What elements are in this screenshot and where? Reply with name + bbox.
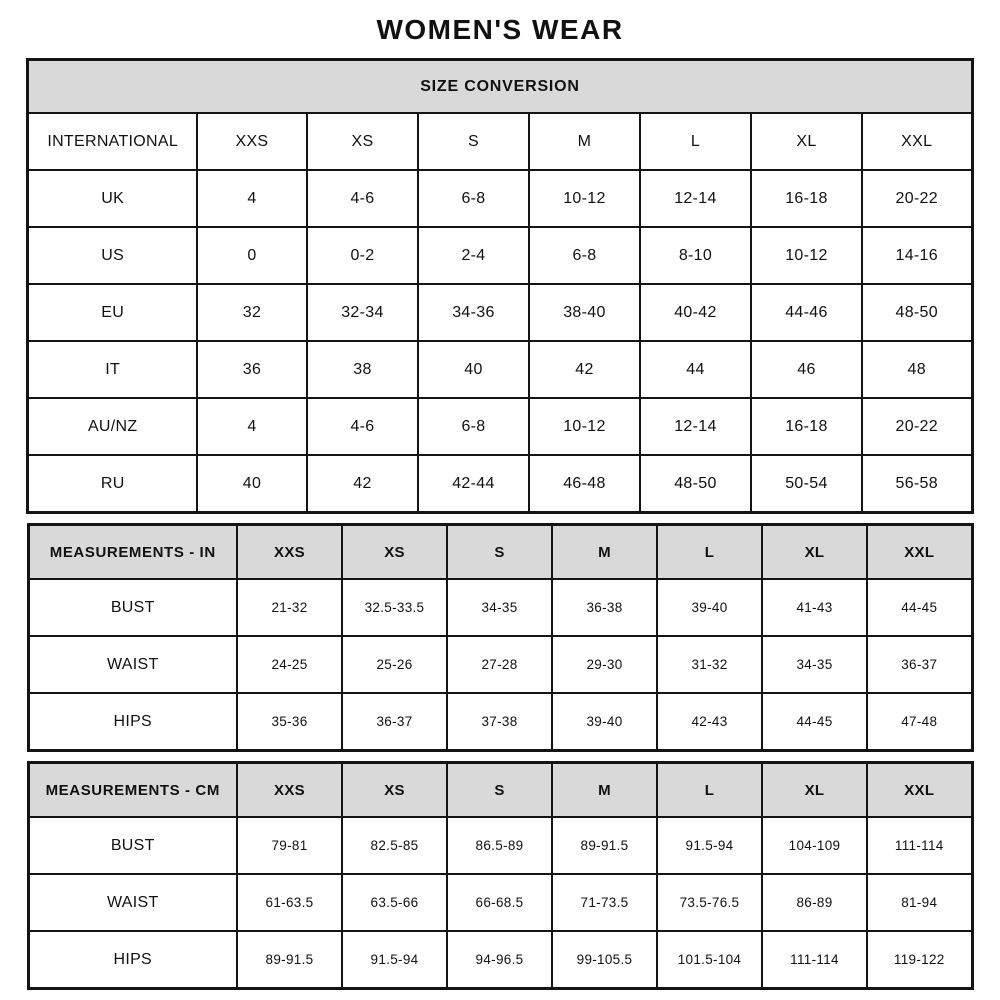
table-row-uk (28, 170, 972, 227)
size-value-cell: 2-4 (418, 227, 529, 284)
size-conversion-table (26, 58, 973, 514)
table-row-ru (28, 455, 972, 513)
size-value-cell: 34-36 (418, 284, 529, 341)
header-row (28, 763, 972, 818)
row-label: US (28, 227, 197, 284)
measurement-value-cell: 34-35 (762, 636, 867, 693)
measurement-value-cell: 42-43 (657, 693, 762, 751)
size-value-cell: 4-6 (307, 398, 418, 455)
table-row-eu (28, 284, 972, 341)
measurement-value-cell: 86-89 (762, 874, 867, 931)
table-row-us (28, 227, 972, 284)
measurement-value-cell: 73.5-76.5 (657, 874, 762, 931)
column-header-size: XXL (867, 763, 972, 818)
measurement-value-cell: 111-114 (867, 817, 972, 874)
column-header-size: M (552, 525, 657, 580)
size-conversion-title: SIZE CONVERSION (28, 60, 972, 114)
measurement-value-cell: 35-36 (237, 693, 342, 751)
column-header-size: M (529, 113, 640, 170)
size-value-cell: 44 (640, 341, 751, 398)
size-value-cell: 0 (197, 227, 307, 284)
measurement-value-cell: 99-105.5 (552, 931, 657, 989)
column-header-size: L (657, 525, 762, 580)
table-row-hips (28, 693, 972, 751)
measurement-value-cell: 104-109 (762, 817, 867, 874)
measurement-value-cell: 29-30 (552, 636, 657, 693)
measurement-value-cell: 24-25 (237, 636, 342, 693)
measurement-value-cell: 44-45 (867, 579, 972, 636)
measurement-value-cell: 86.5-89 (447, 817, 552, 874)
column-header-size: XS (307, 113, 418, 170)
size-value-cell: 42-44 (418, 455, 529, 513)
size-value-cell: 20-22 (862, 170, 972, 227)
size-value-cell: 42 (529, 341, 640, 398)
row-label: WAIST (28, 874, 237, 931)
table-row-aunz (28, 398, 972, 455)
header-row (28, 525, 972, 580)
column-header-size: XL (762, 525, 867, 580)
column-header-size: L (657, 763, 762, 818)
column-header-size: XXS (237, 763, 342, 818)
row-label: BUST (28, 579, 237, 636)
size-value-cell: 32-34 (307, 284, 418, 341)
measurement-value-cell: 39-40 (657, 579, 762, 636)
table-row-waist (28, 874, 972, 931)
size-value-cell: 36 (197, 341, 307, 398)
column-header-size: S (447, 763, 552, 818)
table-row-hips (28, 931, 972, 989)
measurement-value-cell: 61-63.5 (237, 874, 342, 931)
measurements-cm-table (27, 761, 974, 990)
size-value-cell: 48 (862, 341, 972, 398)
size-value-cell: 16-18 (751, 398, 862, 455)
row-label: UK (28, 170, 197, 227)
size-value-cell: 12-14 (640, 398, 751, 455)
measurement-value-cell: 94-96.5 (447, 931, 552, 989)
measurement-value-cell: 89-91.5 (552, 817, 657, 874)
measurement-value-cell: 91.5-94 (657, 817, 762, 874)
row-label: IT (28, 341, 197, 398)
row-label: WAIST (28, 636, 237, 693)
size-value-cell: 46 (751, 341, 862, 398)
size-value-cell: 10-12 (529, 398, 640, 455)
column-header-size: XS (342, 763, 447, 818)
column-header-size: S (447, 525, 552, 580)
size-value-cell: 46-48 (529, 455, 640, 513)
size-value-cell: 16-18 (751, 170, 862, 227)
column-header-size: XL (751, 113, 862, 170)
size-value-cell: 48-50 (640, 455, 751, 513)
measurement-value-cell: 25-26 (342, 636, 447, 693)
table-row-bust (28, 817, 972, 874)
size-value-cell: 32 (197, 284, 307, 341)
table-row-it (28, 341, 972, 398)
measurement-value-cell: 21-32 (237, 579, 342, 636)
measurement-value-cell: 36-37 (867, 636, 972, 693)
row-label: RU (28, 455, 197, 513)
measurement-value-cell: 47-48 (867, 693, 972, 751)
row-label: HIPS (28, 931, 237, 989)
measurement-value-cell: 89-91.5 (237, 931, 342, 989)
header-row (28, 113, 972, 170)
measurement-value-cell: 37-38 (447, 693, 552, 751)
measurement-value-cell: 111-114 (762, 931, 867, 989)
column-header-size: XXL (862, 113, 972, 170)
measurements-in-table (27, 523, 974, 752)
measurement-value-cell: 44-45 (762, 693, 867, 751)
column-header-size: XL (762, 763, 867, 818)
measurement-value-cell: 63.5-66 (342, 874, 447, 931)
measurement-value-cell: 91.5-94 (342, 931, 447, 989)
measurements-in-title: MEASUREMENTS - IN (28, 525, 237, 580)
size-value-cell: 6-8 (529, 227, 640, 284)
column-header-size: XS (342, 525, 447, 580)
size-value-cell: 40-42 (640, 284, 751, 341)
measurements-cm-title: MEASUREMENTS - CM (28, 763, 237, 818)
size-value-cell: 38 (307, 341, 418, 398)
size-value-cell: 50-54 (751, 455, 862, 513)
size-value-cell: 14-16 (862, 227, 972, 284)
column-header-size: XXS (197, 113, 307, 170)
size-value-cell: 40 (197, 455, 307, 513)
column-header-size: XXL (867, 525, 972, 580)
measurement-value-cell: 79-81 (237, 817, 342, 874)
column-header-size: XXS (237, 525, 342, 580)
measurement-value-cell: 81-94 (867, 874, 972, 931)
row-label: EU (28, 284, 197, 341)
column-header-size: M (552, 763, 657, 818)
row-label: HIPS (28, 693, 237, 751)
row-label: AU/NZ (28, 398, 197, 455)
table-row-bust (28, 579, 972, 636)
size-value-cell: 4-6 (307, 170, 418, 227)
page-title: WOMEN'S WEAR (376, 14, 624, 45)
measurement-value-cell: 32.5-33.5 (342, 579, 447, 636)
size-value-cell: 44-46 (751, 284, 862, 341)
measurement-value-cell: 41-43 (762, 579, 867, 636)
measurement-value-cell: 34-35 (447, 579, 552, 636)
size-value-cell: 38-40 (529, 284, 640, 341)
size-value-cell: 20-22 (862, 398, 972, 455)
table-title-row (28, 60, 972, 114)
measurement-value-cell: 82.5-85 (342, 817, 447, 874)
measurement-value-cell: 36-37 (342, 693, 447, 751)
measurement-value-cell: 66-68.5 (447, 874, 552, 931)
column-header-size: S (418, 113, 529, 170)
measurement-value-cell: 36-38 (552, 579, 657, 636)
size-value-cell: 42 (307, 455, 418, 513)
size-value-cell: 10-12 (751, 227, 862, 284)
size-value-cell: 10-12 (529, 170, 640, 227)
measurement-value-cell: 101.5-104 (657, 931, 762, 989)
column-header-size: L (640, 113, 751, 170)
measurement-value-cell: 39-40 (552, 693, 657, 751)
size-value-cell: 12-14 (640, 170, 751, 227)
row-label: BUST (28, 817, 237, 874)
size-value-cell: 4 (197, 170, 307, 227)
measurement-value-cell: 27-28 (447, 636, 552, 693)
measurement-value-cell: 31-32 (657, 636, 762, 693)
size-value-cell: 40 (418, 341, 529, 398)
size-value-cell: 56-58 (862, 455, 972, 513)
size-value-cell: 8-10 (640, 227, 751, 284)
measurement-value-cell: 71-73.5 (552, 874, 657, 931)
size-value-cell: 0-2 (307, 227, 418, 284)
column-header-international: INTERNATIONAL (28, 113, 197, 170)
size-value-cell: 48-50 (862, 284, 972, 341)
table-row-waist (28, 636, 972, 693)
size-value-cell: 6-8 (418, 170, 529, 227)
size-value-cell: 6-8 (418, 398, 529, 455)
size-value-cell: 4 (197, 398, 307, 455)
measurement-value-cell: 119-122 (867, 931, 972, 989)
